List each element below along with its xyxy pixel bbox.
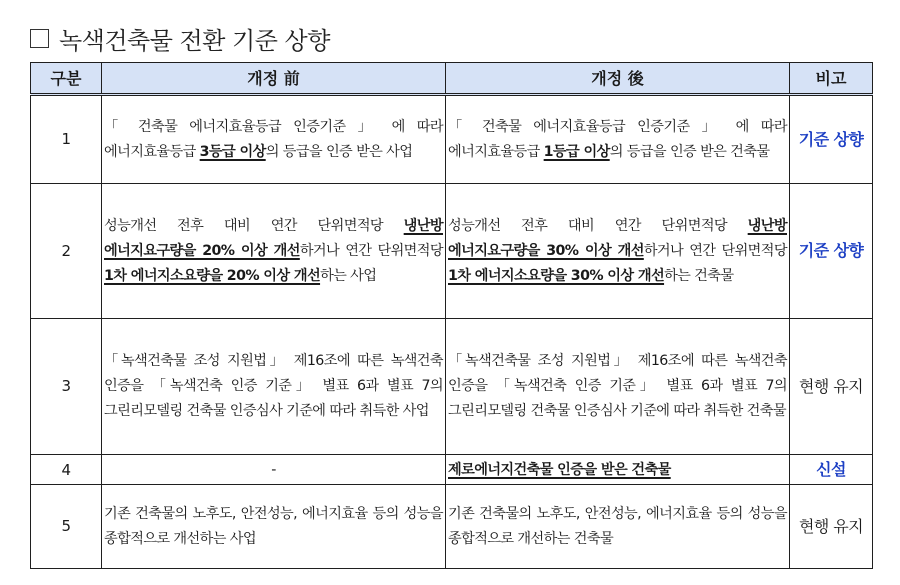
table-row <box>31 485 873 569</box>
row-number: 1 <box>31 95 102 184</box>
note-cell: 기준 상향 <box>790 95 873 184</box>
note-cell: 현행 유지 <box>790 319 873 455</box>
table-row <box>31 455 873 485</box>
cell-text: 의 등급을 인증 받은 건축물 <box>609 143 770 160</box>
checkbox-icon <box>30 29 49 48</box>
header-after: 개정 後 <box>446 63 790 95</box>
cell-text: 기존 건축물의 노후도, 안전성능, 에너지효율 등의 성능을 종합적으로 개선하는 사업 <box>104 505 443 547</box>
revision-table <box>30 62 873 569</box>
before-cell <box>102 485 446 569</box>
highlighted-text: 냉난방 에너지요구량을 20% 이상 개선 <box>104 217 443 259</box>
row-number: 5 <box>31 485 102 569</box>
cell-text: 성능개선 전후 대비 연간 단위면적당 <box>448 217 748 234</box>
cell-text: 하거나 연간 단위면적당 <box>643 242 787 259</box>
table-header-row <box>31 63 873 95</box>
header-note: 비고 <box>790 63 873 95</box>
cell-text: 하거나 연간 단위면적당 <box>299 242 443 259</box>
highlighted-text: 1차 에너지소요량을 30% 이상 개선 <box>448 267 665 284</box>
row-number: 2 <box>31 184 102 319</box>
before-cell <box>102 184 446 319</box>
cell-text: 하는 건축물 <box>664 267 734 284</box>
after-cell <box>446 455 790 485</box>
row-number: 4 <box>31 455 102 485</box>
cell-text: - <box>271 461 276 478</box>
note-cell: 기준 상향 <box>790 184 873 319</box>
table-row <box>31 319 873 455</box>
highlighted-text: 냉난방 에너지요구량을 30% 이상 개선 <box>448 217 787 259</box>
cell-text: 기존 건축물의 노후도, 안전성능, 에너지효율 등의 성능을 종합적으로 개선하는 건축물 <box>448 505 787 547</box>
after-cell <box>446 184 790 319</box>
title-row <box>30 18 330 58</box>
highlighted-text: 제로에너지건축물 인증을 받은 건축물 <box>448 461 671 478</box>
after-cell <box>446 485 790 569</box>
cell-text: 성능개선 전후 대비 연간 단위면적당 <box>104 217 404 234</box>
before-cell <box>102 95 446 184</box>
after-cell <box>446 95 790 184</box>
cell-text: 「녹색건축물 조성 지원법」 제16조에 따른 녹색건축 인증을 「녹색건축 인증 기준」 별표 6과 별표 7의 그린리모델링 건축물 인증심사 기준에 따라 취득한 건축물 <box>448 353 787 419</box>
before-cell <box>102 319 446 455</box>
highlighted-text: 3등급 이상 <box>199 143 266 160</box>
note-cell: 신설 <box>790 455 873 485</box>
cell-text: 「녹색건축물 조성 지원법」 제16조에 따른 녹색건축 인증을 「녹색건축 인증 기준」 별표 6과 별표 7의 그린리모델링 건축물 인증심사 기준에 따라 취득한 사업 <box>104 353 443 419</box>
cell-text: 의 등급을 인증 받은 사업 <box>265 143 413 160</box>
highlighted-text: 1차 에너지소요량을 20% 이상 개선 <box>104 267 321 284</box>
row-number: 3 <box>31 319 102 455</box>
header-before: 개정 前 <box>102 63 446 95</box>
note-cell: 현행 유지 <box>790 485 873 569</box>
highlighted-text: 1등급 이상 <box>543 143 610 160</box>
page-title: 녹색건축물 전환 기준 상향 <box>59 26 330 55</box>
cell-text: 「 건축물 에너지효율등급 인증기준 」 에 따라 에너지효율등급 <box>104 118 443 160</box>
table-row <box>31 184 873 319</box>
cell-text: 「 건축물 에너지효율등급 인증기준 」 에 따라 에너지효율등급 <box>448 118 787 160</box>
before-cell <box>102 455 446 485</box>
after-cell <box>446 319 790 455</box>
cell-text: 하는 사업 <box>320 267 377 284</box>
header-no: 구분 <box>31 63 102 95</box>
table-row <box>31 95 873 184</box>
